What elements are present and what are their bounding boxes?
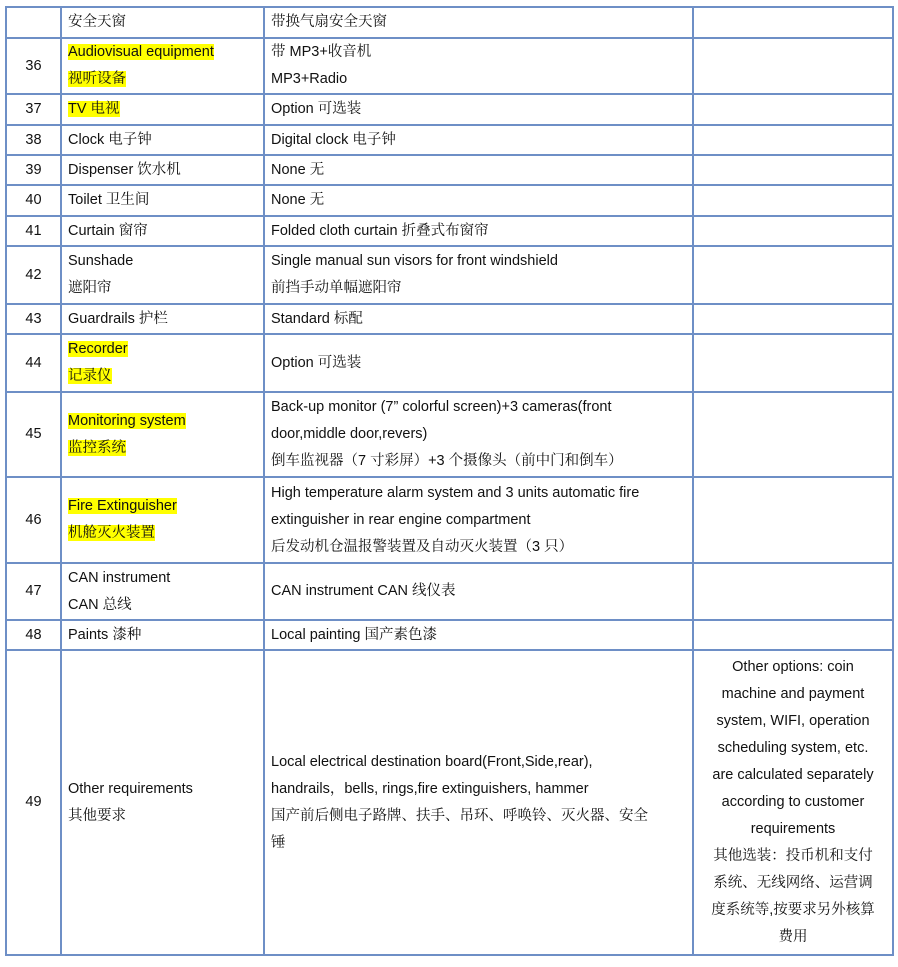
description-line: CAN instrument CAN 线仪表 bbox=[271, 583, 456, 599]
description bbox=[264, 7, 693, 38]
row-number: 45 bbox=[6, 392, 61, 477]
remarks-cell bbox=[693, 185, 893, 216]
table-row bbox=[6, 246, 893, 304]
remarks-cell bbox=[693, 155, 893, 185]
item-name bbox=[61, 246, 264, 304]
description-line: Option 可选装 bbox=[271, 354, 362, 371]
description-line: Folded cloth curtain 折叠式布窗帘 bbox=[271, 222, 489, 239]
highlighted-text: Monitoring system bbox=[68, 412, 186, 429]
description bbox=[264, 334, 693, 392]
item-name-line bbox=[68, 520, 257, 547]
remarks-cell bbox=[693, 94, 893, 125]
table-row bbox=[6, 94, 893, 125]
table-row bbox=[6, 216, 893, 246]
item-name-line bbox=[68, 39, 257, 66]
highlighted-text: Fire Extinguisher bbox=[68, 498, 177, 514]
remark-line: scheduling system, etc. bbox=[717, 740, 869, 756]
description bbox=[264, 650, 693, 955]
description-line: Option 可选装 bbox=[271, 101, 362, 117]
description bbox=[264, 125, 693, 155]
item-name-line: CAN instrument bbox=[68, 569, 171, 586]
table-row bbox=[6, 477, 893, 563]
table-row bbox=[6, 155, 893, 185]
remark-line: requirements bbox=[750, 821, 836, 837]
row-number: 44 bbox=[6, 334, 61, 392]
remark-line: according to customer bbox=[721, 794, 865, 810]
description-line: handrails，bells, rings,fire extinguishers, hammer bbox=[271, 780, 589, 797]
row-number: 41 bbox=[6, 216, 61, 246]
table-row bbox=[6, 125, 893, 155]
row-number: 43 bbox=[6, 304, 61, 334]
item-name-line: Toilet 卫生间 bbox=[68, 192, 150, 208]
remark-line: system, WIFI, operation bbox=[716, 713, 870, 729]
highlighted-text: 视听设备 bbox=[68, 71, 126, 87]
item-name-line: 遮阳帘 bbox=[68, 280, 112, 296]
item-name bbox=[61, 477, 264, 563]
remarks-cell bbox=[693, 304, 893, 334]
description bbox=[264, 563, 693, 620]
item-name-line: Curtain 窗帘 bbox=[68, 222, 148, 239]
remark-line: 系统、无线网络、运营调 bbox=[713, 875, 873, 891]
item-name bbox=[61, 155, 264, 185]
table-row bbox=[6, 185, 893, 216]
item-name-line bbox=[68, 336, 257, 363]
description bbox=[264, 38, 693, 94]
row-number: 40 bbox=[6, 185, 61, 216]
item-name-line bbox=[68, 493, 257, 520]
item-name-line: 其他要求 bbox=[68, 807, 126, 824]
item-name-line bbox=[68, 363, 257, 390]
remark-line: are calculated separately bbox=[712, 767, 874, 783]
item-name-line: 安全天窗 bbox=[68, 14, 126, 30]
remark-line: Other options: coin bbox=[732, 659, 854, 675]
row-number: 49 bbox=[6, 650, 61, 955]
item-name-line bbox=[68, 435, 257, 462]
table-row bbox=[6, 620, 893, 650]
item-name-line bbox=[68, 66, 257, 93]
item-name bbox=[61, 94, 264, 125]
item-name bbox=[61, 125, 264, 155]
row-number: 47 bbox=[6, 563, 61, 620]
item-name bbox=[61, 334, 264, 392]
table-row bbox=[6, 650, 893, 955]
row-number: 39 bbox=[6, 155, 61, 185]
item-name bbox=[61, 563, 264, 620]
spec-table bbox=[5, 6, 894, 956]
item-name-line: Guardrails 护栏 bbox=[68, 310, 168, 327]
description-line: 前挡手动单幅遮阳帘 bbox=[271, 280, 402, 296]
description-line: 锤 bbox=[271, 834, 286, 851]
description-line: 国产前后侧电子路牌、扶手、吊环、呼唤铃、灭火器、安全 bbox=[271, 807, 648, 824]
item-name-line: CAN 总线 bbox=[68, 596, 132, 613]
remark-line: 其他选装：投币机和支付 bbox=[713, 848, 873, 864]
remarks-cell bbox=[693, 334, 893, 392]
highlighted-text: TV 电视 bbox=[68, 101, 120, 117]
item-name-line: Sunshade bbox=[68, 253, 134, 269]
description-line: extinguisher in rear engine compartment bbox=[271, 511, 531, 528]
row-number: 42 bbox=[6, 246, 61, 304]
row-number bbox=[6, 7, 61, 38]
description-line: None 无 bbox=[271, 161, 325, 178]
remarks-cell bbox=[693, 7, 893, 38]
description-line: 后发动机仓温报警装置及自动灭火装置（3 只） bbox=[271, 538, 574, 555]
item-name-line: Dispenser 饮水机 bbox=[68, 161, 181, 178]
table-row bbox=[6, 7, 893, 38]
description bbox=[264, 246, 693, 304]
row-number: 46 bbox=[6, 477, 61, 563]
row-number: 36 bbox=[6, 38, 61, 94]
description-line: Local painting 国产素色漆 bbox=[271, 626, 438, 643]
item-name bbox=[61, 304, 264, 334]
item-name bbox=[61, 185, 264, 216]
item-name bbox=[61, 38, 264, 94]
remark-line: machine and payment bbox=[721, 686, 865, 702]
description-line: 带换气扇安全天窗 bbox=[271, 14, 387, 30]
remarks-cell bbox=[693, 246, 893, 304]
table-row bbox=[6, 38, 893, 94]
item-name bbox=[61, 216, 264, 246]
highlighted-text: Audiovisual equipment bbox=[68, 44, 214, 60]
description-line: 倒车监视器（7 寸彩屏）+3 个摄像头（前中门和倒车） bbox=[271, 453, 623, 469]
remarks-cell bbox=[693, 216, 893, 246]
highlighted-text: 记录仪 bbox=[68, 368, 112, 384]
remarks-cell bbox=[693, 563, 893, 620]
description-line: Single manual sun visors for front windshield bbox=[271, 253, 558, 269]
description bbox=[264, 185, 693, 216]
spec-table-container bbox=[5, 6, 894, 956]
item-name-line bbox=[68, 96, 257, 123]
item-name-line bbox=[68, 408, 257, 435]
remarks-cell bbox=[693, 38, 893, 94]
highlighted-text: Recorder bbox=[68, 341, 128, 357]
description-line: Standard 标配 bbox=[271, 310, 363, 327]
description bbox=[264, 477, 693, 563]
description bbox=[264, 620, 693, 650]
highlighted-text: 机舱灭火装置 bbox=[68, 525, 155, 541]
item-name-line: Other requirements bbox=[68, 780, 193, 797]
description-line: None 无 bbox=[271, 192, 325, 208]
item-name bbox=[61, 7, 264, 38]
description-line: High temperature alarm system and 3 units automatic fire bbox=[271, 484, 640, 501]
item-name-line: Paints 漆种 bbox=[68, 626, 142, 643]
row-number: 37 bbox=[6, 94, 61, 125]
table-row bbox=[6, 334, 893, 392]
description-line: Back-up monitor (7” colorful screen)+3 cameras(front bbox=[271, 399, 612, 415]
description-line: door,middle door,revers) bbox=[271, 426, 428, 442]
item-name bbox=[61, 392, 264, 477]
table-row bbox=[6, 563, 893, 620]
description-line: Local electrical destination board(Front,Side,rear), bbox=[271, 753, 593, 770]
highlighted-text: 监控系统 bbox=[68, 439, 126, 456]
remarks-cell bbox=[693, 125, 893, 155]
item-name-line: Clock 电子钟 bbox=[68, 131, 152, 148]
description-line: Digital clock 电子钟 bbox=[271, 131, 396, 148]
item-name bbox=[61, 650, 264, 955]
description-line: MP3+Radio bbox=[271, 71, 348, 87]
description bbox=[264, 392, 693, 477]
item-name bbox=[61, 620, 264, 650]
table-row bbox=[6, 392, 893, 477]
row-number: 38 bbox=[6, 125, 61, 155]
remarks-cell bbox=[693, 477, 893, 563]
row-number: 48 bbox=[6, 620, 61, 650]
remarks-cell bbox=[693, 392, 893, 477]
description bbox=[264, 304, 693, 334]
remarks-cell bbox=[693, 620, 893, 650]
remark-line: 费用 bbox=[778, 929, 808, 945]
description bbox=[264, 216, 693, 246]
remark-line: 度系统等,按要求另外核算 bbox=[711, 902, 875, 918]
table-row bbox=[6, 304, 893, 334]
remarks-cell bbox=[693, 650, 893, 955]
description bbox=[264, 94, 693, 125]
description-line: 带 MP3+收音机 bbox=[271, 44, 372, 60]
description bbox=[264, 155, 693, 185]
